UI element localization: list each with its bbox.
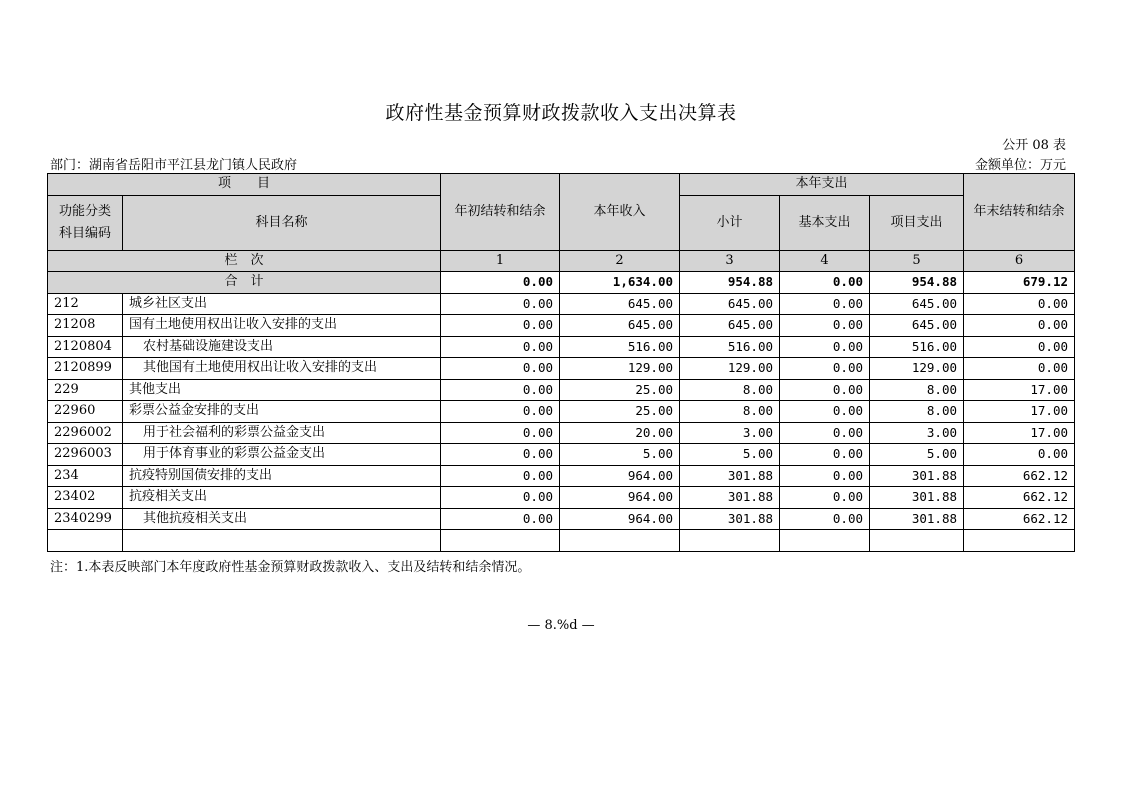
amount-cell: 301.88 [680,487,780,509]
amount-cell: 8.00 [870,401,964,423]
header-basic: 基本支出 [780,195,870,250]
header-expense: 本年支出 [680,174,964,196]
total-value: 0.00 [780,272,870,294]
amount-cell: 0.00 [780,422,870,444]
header-func-code: 功能分类科目编码 [48,195,123,250]
table-row [48,336,1075,358]
amount-cell: 0.00 [964,336,1075,358]
amount-cell: 964.00 [560,487,680,509]
table-row [48,444,1075,466]
col-num: 1 [441,250,560,272]
amount-cell: 5.00 [680,444,780,466]
amount-cell: 0.00 [780,444,870,466]
total-value: 679.12 [964,272,1075,294]
amount-cell: 0.00 [964,293,1075,315]
func-code-cell: 23402 [48,487,123,509]
amount-cell: 0.00 [441,444,560,466]
amount-cell: 20.00 [560,422,680,444]
amount-cell: 645.00 [560,315,680,337]
amount-cell: 301.88 [870,487,964,509]
amount-cell: 301.88 [680,508,780,530]
header-income: 本年收入 [560,174,680,251]
amount-cell: 0.00 [964,358,1075,380]
func-code-cell: 212 [48,293,123,315]
amount-cell: 3.00 [680,422,780,444]
table-row [48,422,1075,444]
amount-cell: 0.00 [441,358,560,380]
amount-cell: 0.00 [780,315,870,337]
column-number-label: 栏 次 [48,250,441,272]
total-value: 0.00 [441,272,560,294]
subject-name-cell: 其他国有土地使用权出让收入安排的支出 [123,358,441,380]
amount-cell: 0.00 [780,401,870,423]
amount-cell: 301.88 [870,465,964,487]
form-number: 公开 08 表 [1002,138,1066,153]
amount-cell: 0.00 [441,508,560,530]
amount-cell: 964.00 [560,465,680,487]
table-row [48,293,1075,315]
total-value: 954.88 [680,272,780,294]
amount-cell: 5.00 [560,444,680,466]
total-label: 合 计 [48,272,441,294]
page-number: — 8.%d — [527,618,595,633]
amount-cell: 25.00 [560,401,680,423]
amount-cell: 0.00 [441,465,560,487]
func-code-cell: 2120899 [48,358,123,380]
subject-name-cell: 抗疫特别国债安排的支出 [123,465,441,487]
header-row-1 [48,174,1075,196]
func-code-cell: 2340299 [48,508,123,530]
amount-cell: 8.00 [680,379,780,401]
total-value: 954.88 [870,272,964,294]
empty-row [48,530,1075,552]
subject-name-cell: 农村基础设施建设支出 [123,336,441,358]
amount-cell: 516.00 [870,336,964,358]
amount-cell: 17.00 [964,401,1075,423]
col-num: 5 [870,250,964,272]
subject-name-cell: 用于体育事业的彩票公益金支出 [123,444,441,466]
table-body [48,293,1075,530]
subject-name-cell: 其他抗疫相关支出 [123,508,441,530]
col-num: 6 [964,250,1075,272]
amount-cell: 662.12 [964,508,1075,530]
func-code-cell: 2296002 [48,422,123,444]
subject-name-cell: 用于社会福利的彩票公益金支出 [123,422,441,444]
amount-cell: 516.00 [560,336,680,358]
header-subtotal: 小计 [680,195,780,250]
amount-cell: 8.00 [680,401,780,423]
amount-cell: 645.00 [870,315,964,337]
amount-cell: 0.00 [441,379,560,401]
column-number-row [48,250,1075,272]
table-row [48,379,1075,401]
col-num: 2 [560,250,680,272]
amount-cell: 0.00 [780,379,870,401]
amount-cell: 0.00 [441,401,560,423]
amount-cell: 17.00 [964,379,1075,401]
amount-cell: 25.00 [560,379,680,401]
amount-cell: 662.12 [964,465,1075,487]
subject-name-cell: 抗疫相关支出 [123,487,441,509]
table-row [48,315,1075,337]
amount-cell: 0.00 [441,422,560,444]
amount-cell: 645.00 [680,315,780,337]
subject-name-cell: 国有土地使用权出让收入安排的支出 [123,315,441,337]
func-code-cell: 22960 [48,401,123,423]
amount-cell: 0.00 [780,465,870,487]
subject-name-cell: 其他支出 [123,379,441,401]
amount-cell: 516.00 [680,336,780,358]
total-value: 1,634.00 [560,272,680,294]
amount-cell: 301.88 [870,508,964,530]
func-code-cell: 234 [48,465,123,487]
table-note: 注：1.本表反映部门本年度政府性基金预算财政拨款收入、支出及结转和结余情况。 [50,560,531,575]
header-subject-name: 科目名称 [123,195,441,250]
amount-cell: 0.00 [441,293,560,315]
amount-unit-label: 金额单位：万元 [974,158,1066,173]
amount-cell: 0.00 [780,508,870,530]
subject-name-cell: 彩票公益金安排的支出 [123,401,441,423]
amount-cell: 964.00 [560,508,680,530]
amount-cell: 0.00 [441,487,560,509]
amount-cell: 5.00 [870,444,964,466]
header-closing-balance: 年末结转和结余 [964,174,1075,251]
page-title: 政府性基金预算财政拨款收入支出决算表 [385,102,737,124]
header-project: 项目支出 [870,195,964,250]
table-row [48,358,1075,380]
table-row [48,401,1075,423]
amount-cell: 0.00 [780,293,870,315]
amount-cell: 3.00 [870,422,964,444]
amount-cell: 645.00 [870,293,964,315]
amount-cell: 0.00 [780,487,870,509]
amount-cell: 129.00 [680,358,780,380]
amount-cell: 645.00 [680,293,780,315]
col-num: 4 [780,250,870,272]
department-label: 部门：湖南省岳阳市平江县龙门镇人民政府 [50,158,298,173]
func-code-cell: 2120804 [48,336,123,358]
amount-cell: 0.00 [441,336,560,358]
amount-cell: 8.00 [870,379,964,401]
amount-cell: 0.00 [964,315,1075,337]
table-row [48,487,1075,509]
amount-cell: 662.12 [964,487,1075,509]
header-item: 项 目 [48,174,441,196]
func-code-cell: 2296003 [48,444,123,466]
amount-cell: 17.00 [964,422,1075,444]
amount-cell: 301.88 [680,465,780,487]
amount-cell: 0.00 [780,336,870,358]
total-row [48,272,1075,294]
func-code-cell: 21208 [48,315,123,337]
table-row [48,465,1075,487]
amount-cell: 129.00 [870,358,964,380]
final-accounts-table [47,173,1075,552]
amount-cell: 645.00 [560,293,680,315]
header-opening-balance: 年初结转和结余 [441,174,560,251]
amount-cell: 0.00 [441,315,560,337]
col-num: 3 [680,250,780,272]
amount-cell: 0.00 [780,358,870,380]
func-code-cell: 229 [48,379,123,401]
amount-cell: 0.00 [964,444,1075,466]
table-row [48,508,1075,530]
subject-name-cell: 城乡社区支出 [123,293,441,315]
amount-cell: 129.00 [560,358,680,380]
